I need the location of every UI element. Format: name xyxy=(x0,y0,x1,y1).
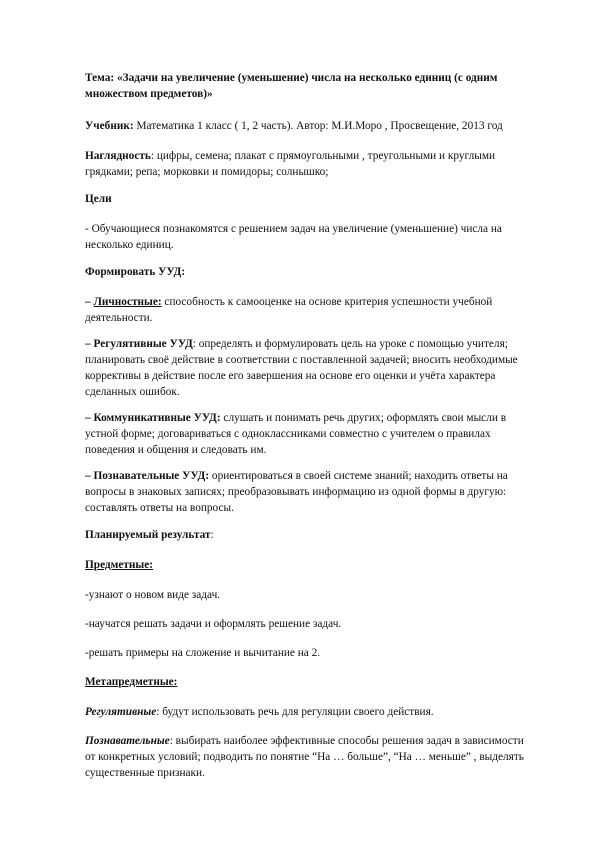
topic-label: Тема: xyxy=(85,72,115,84)
goals-heading: Цели xyxy=(85,193,112,205)
meta-cognitive xyxy=(85,733,525,781)
subject-item: -научатся решать задачи и оформлять решение задач. xyxy=(85,618,342,630)
uud-communicative-text: слушать и понимать речь других; оформлять свои мысли в устной форме; договариваться с одноклассниками совместно с учителем о правилах поведения и общения и следовать им. xyxy=(85,412,507,456)
uud-personal: – Личностные: способность к самооценке на основе критерия успешности учебной деятельности. xyxy=(85,296,493,324)
meta-regulative-label: Регулятивные xyxy=(85,706,157,718)
uud-heading: Формировать УУД: xyxy=(85,266,186,278)
meta-cognitive-text: : выбирать наиболее эффективные способы решения задач в зависимости от конкретных условий; подводить по понятие “На … больше”, “На … меньше” , выделять существенные признаки. xyxy=(85,735,524,779)
subject-item: -решать примеры на сложение и вычитание на 2. xyxy=(85,647,321,659)
topic-text: «Задачи на увеличение (уменьшение) числа на несколько единиц (с одним множеством предметов)» xyxy=(85,72,498,100)
uud-regulative: – Регулятивные УУД: определять и формулировать цель на уроке с помощью учителя; планировать своё действие в соответствии с поставленной задачей; вносить необходимые коррективы в действие после его завершения на основе его оценки и учёта характера сделанных ошибок. xyxy=(85,338,518,398)
visual-aids xyxy=(85,148,525,180)
goals-text: - Обучающиеся познакомятся с решением задач на увеличение (уменьшение) числа на несколько единиц. xyxy=(85,223,502,251)
planned-result-heading: Планируемый результат: xyxy=(85,529,214,541)
meta-cognitive-label: Познавательные xyxy=(85,735,170,747)
uud-regulative-label: Регулятивные УУД xyxy=(93,338,193,350)
textbook-label: Учебник: xyxy=(85,120,134,132)
uud-cognitive-text: ориентироваться в своей системе знаний; находить ответы на вопросы в знаковых записях; преобразовывать информацию из одной формы в другую: составлять ответы на вопросы. xyxy=(85,470,508,514)
meta-regulative-text: : будут использовать речь для регуляции своего действия. xyxy=(156,706,434,718)
uud-communicative-label: Коммуникативные УУД: xyxy=(93,412,221,424)
uud-personal-text: способность к самооценке на основе критерия успешности учебной деятельности. xyxy=(85,296,493,324)
uud-cognitive: – Познавательные УУД: ориентироваться в своей системе знаний; находить ответы на вопросы в знаковых записях; преобразовывать информацию из одной формы в другую: составлять ответы на вопросы. xyxy=(85,470,508,514)
textbook-text: Математика 1 класс ( 1, 2 часть). Автор: М.И.Моро , Просвещение, 2013 год xyxy=(136,120,503,132)
visual-aids-text: : цифры, семена; плакат с прямоугольными , треугольными и круглыми грядками; репа; морковки и помидоры; солнышко; xyxy=(85,150,496,178)
meta-regulative xyxy=(85,704,525,720)
subject-item: -узнают о новом виде задач. xyxy=(85,589,221,601)
uud-communicative: – Коммуникативные УУД: слушать и понимать речь других; оформлять свои мысли в устной форме; договариваться с одноклассниками совместно с учителем о правилах поведения и общения и следовать им. xyxy=(85,412,507,456)
uud-personal-label: Личностные: xyxy=(93,296,162,308)
textbook-line xyxy=(85,118,525,134)
subject-heading: Предметные: xyxy=(85,559,154,571)
visual-aids-label: Наглядность xyxy=(85,150,151,162)
uud-regulative-text: : определять и формулировать цель на уроке с помощью учителя; планировать своё действие в соответствии с поставленной задачей; вносить необходимые коррективы в действие после его завершения на основе его оценки и учёта характера сделанных ошибок. xyxy=(85,338,518,398)
lesson-topic xyxy=(85,70,525,102)
uud-cognitive-label: Познавательные УУД: xyxy=(93,470,210,482)
meta-heading: Метапредметные: xyxy=(85,676,178,688)
